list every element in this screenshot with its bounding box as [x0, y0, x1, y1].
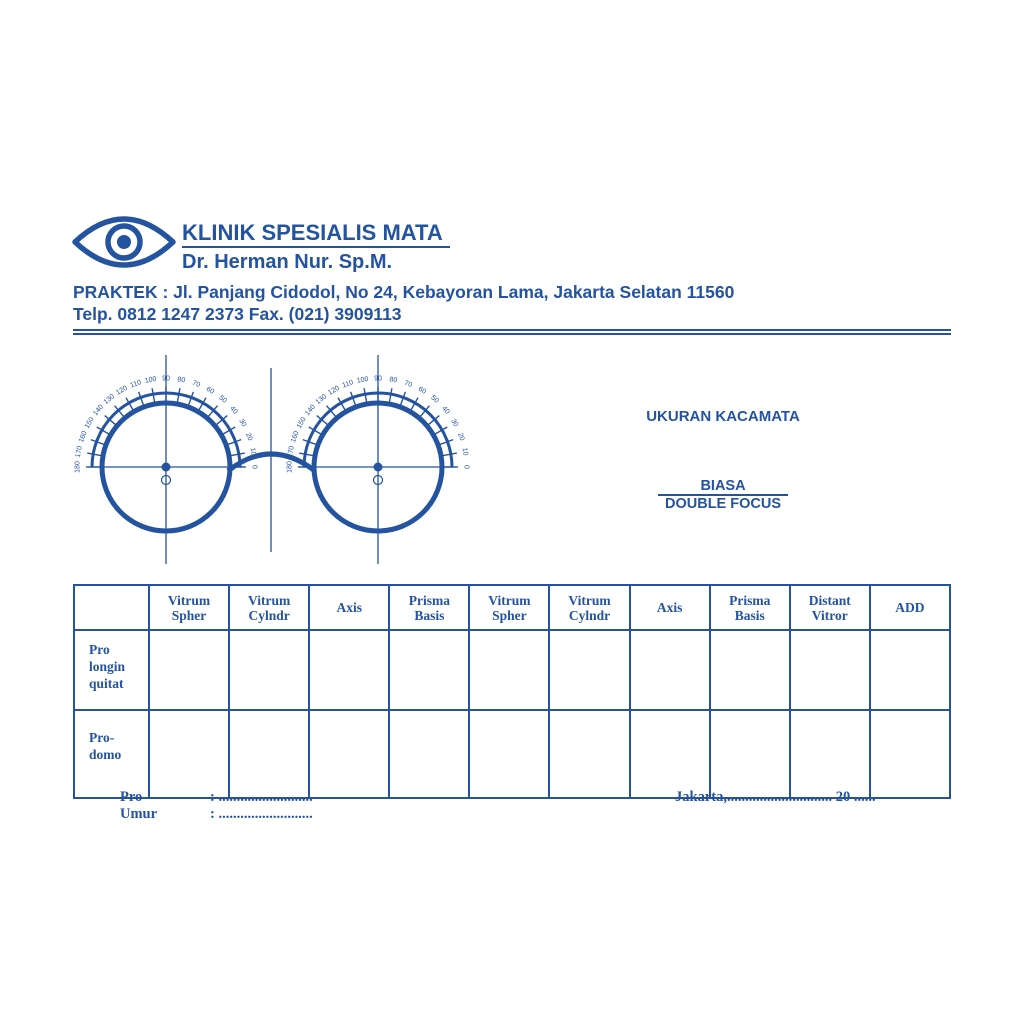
header-divider-top: [73, 329, 951, 331]
column-header: Axis: [309, 585, 389, 630]
axis-label: 130: [102, 393, 117, 407]
column-header: Vitrum Spher: [469, 585, 549, 630]
axis-label: 150: [295, 416, 308, 430]
column-header: Distant Vitror: [790, 585, 870, 630]
clinic-phone: Telp. 0812 1247 2373 Fax. (021) 3909113: [73, 304, 402, 324]
table-cell[interactable]: [790, 630, 870, 710]
column-header: Vitrum Spher: [149, 585, 229, 630]
axis-label: 10: [248, 447, 257, 457]
axis-label: 90: [374, 375, 382, 383]
axis-label: 110: [129, 379, 143, 390]
table-cell[interactable]: [710, 630, 790, 710]
axis-label: 160: [78, 430, 89, 444]
table-cell[interactable]: [389, 630, 469, 710]
axis-label: 30: [449, 417, 460, 429]
axis-label: 150: [83, 416, 96, 430]
umur-field[interactable]: : ..........................: [210, 806, 313, 822]
axis-label: 70: [403, 379, 413, 389]
axis-label: 80: [176, 376, 186, 385]
table-cell[interactable]: [790, 710, 870, 798]
axis-label: 140: [304, 403, 318, 418]
axis-label: 20: [244, 432, 254, 442]
table-cell[interactable]: [549, 630, 629, 710]
column-header: Vitrum Cylndr: [549, 585, 629, 630]
table-header-row: [74, 585, 950, 630]
option-biasa[interactable]: BIASA: [700, 478, 746, 494]
axis-label: 10: [460, 447, 469, 457]
row-header: Pro- domo: [74, 710, 149, 798]
doctor-name: Dr. Herman Nur. Sp.M.: [182, 251, 393, 273]
axis-label: 90: [162, 375, 170, 383]
table-cell[interactable]: [630, 710, 710, 798]
column-header: Prisma Basis: [710, 585, 790, 630]
axis-label: 80: [388, 376, 398, 385]
axis-label: 120: [115, 384, 129, 397]
eye-icon: [72, 210, 176, 274]
axis-label: 0: [462, 465, 470, 469]
table-cell[interactable]: [389, 710, 469, 798]
row-header: Pro longin quitat: [74, 630, 149, 710]
axis-label: 100: [144, 375, 158, 385]
table-cell[interactable]: [229, 630, 309, 710]
axis-label: 0: [250, 465, 258, 469]
axis-label: 60: [204, 385, 216, 396]
axis-label: 50: [429, 394, 440, 405]
table-row-pro-domo: [74, 710, 950, 798]
axis-label: 20: [456, 432, 466, 442]
axis-label: 170: [74, 445, 84, 459]
date-field[interactable]: Jakarta,............................. 20 ......: [675, 789, 876, 805]
table-cell[interactable]: [309, 630, 389, 710]
axis-label: 140: [92, 403, 106, 418]
column-header: Axis: [630, 585, 710, 630]
prescription-table: [73, 584, 951, 799]
section-title: UKURAN KACAMATA: [646, 408, 800, 425]
column-header: Vitrum Cylndr: [229, 585, 309, 630]
table-cell[interactable]: [469, 710, 549, 798]
clinic-address: PRAKTEK : Jl. Panjang Cidodol, No 24, Kebayoran Lama, Jakarta Selatan 11560: [73, 282, 735, 302]
pro-label: Pro: [120, 789, 143, 805]
axis-label: 130: [314, 393, 329, 407]
table-cell[interactable]: [309, 710, 389, 798]
table-cell[interactable]: [229, 710, 309, 798]
axis-label: 70: [191, 379, 201, 389]
axis-label: 40: [228, 405, 239, 416]
column-header: ADD: [870, 585, 950, 630]
option-double-focus[interactable]: DOUBLE FOCUS: [665, 496, 781, 512]
table-cell[interactable]: [549, 710, 629, 798]
axis-chart-diagram: [70, 350, 490, 572]
table-cell[interactable]: [870, 630, 950, 710]
axis-label: 120: [327, 384, 341, 397]
clinic-name: KLINIK SPESIALIS MATA: [182, 220, 443, 245]
table-cell[interactable]: [149, 710, 229, 798]
clinic-name-underline: [182, 246, 450, 248]
axis-label: 110: [341, 379, 355, 390]
table-corner-cell: [74, 585, 149, 630]
table-cell[interactable]: [630, 630, 710, 710]
axis-label: 30: [237, 417, 248, 429]
umur-label: Umur: [120, 806, 158, 822]
axis-label: 180: [74, 461, 82, 473]
table-cell[interactable]: [149, 630, 229, 710]
column-header: Prisma Basis: [389, 585, 469, 630]
axis-label: 170: [286, 445, 296, 459]
axis-label: 160: [290, 430, 301, 444]
pro-field[interactable]: : ..........................: [210, 789, 313, 805]
axis-label: 40: [440, 405, 451, 416]
table-row-pro-longin-quitat: [74, 630, 950, 710]
axis-label: 60: [416, 385, 428, 396]
axis-label: 180: [286, 461, 294, 473]
table-cell[interactable]: [870, 710, 950, 798]
header-divider-bottom: [73, 333, 951, 335]
table-cell[interactable]: [710, 710, 790, 798]
axis-label: 100: [356, 375, 370, 385]
table-cell[interactable]: [469, 630, 549, 710]
axis-label: 50: [217, 394, 228, 405]
